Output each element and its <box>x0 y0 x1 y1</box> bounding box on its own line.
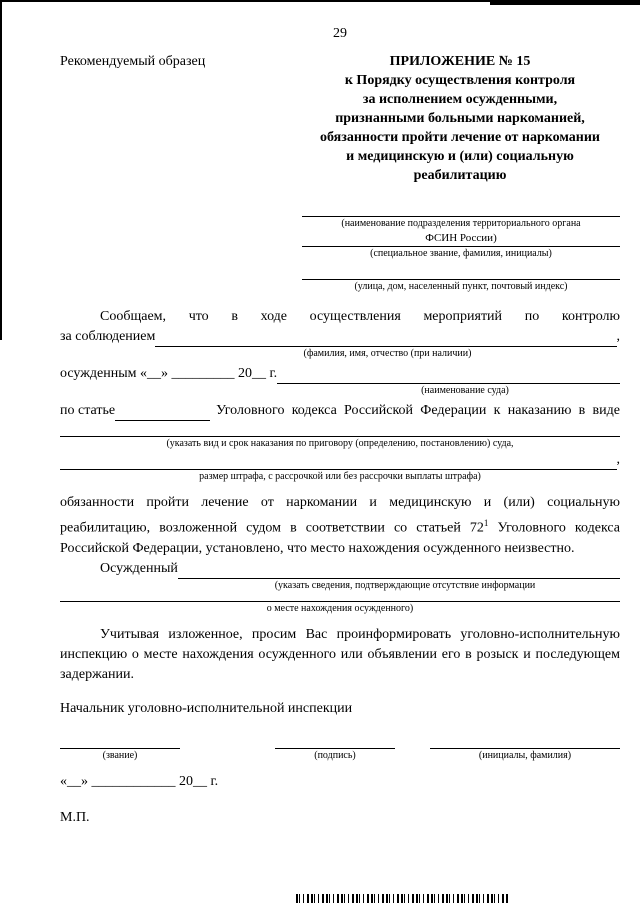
recommended-sample-label: Рекомендуемый образец <box>60 54 206 69</box>
address-caption: (улица, дом, населенный пункт, почтовый индекс) <box>354 281 568 292</box>
convicted-date-text: осужденным «__» _________ 20__ г. <box>60 366 278 381</box>
org-name-caption: (наименование подразделения территориального органа <box>341 218 581 229</box>
punishment-caption-2: размер штрафа, с рассрочкой или без рассрочки выплаты штрафа) <box>199 471 481 482</box>
scan-artifact-left-border <box>0 0 2 340</box>
article-suffix: Уголовного кодекса Российской Федерации к наказанию в виде <box>216 403 620 418</box>
court-caption: (наименование суда) <box>421 385 509 396</box>
title-line: реабилитацию <box>413 168 507 183</box>
punishment-caption-1: (указать вид и срок наказания по приговору (определению, постановлению) суда, <box>166 438 514 449</box>
appendix-title-block <box>300 52 620 185</box>
org-name-blank <box>302 201 620 217</box>
signature-column <box>275 735 395 762</box>
compliance-prefix: за соблюдением <box>60 329 156 344</box>
punishment-blank-1 <box>60 421 620 437</box>
signature-blank <box>275 735 395 749</box>
convicted-info-line <box>60 559 620 579</box>
inspection-head-label: Начальник уголовно-исполнительной инспекции <box>60 700 353 716</box>
request-paragraph: Учитывая изложенное, просим Вас проинформировать уголовно-исполнительную инспекцию о месте нахождения осужденного или объявлении его в розыск и последующем задержании. <box>60 626 620 682</box>
header-row <box>60 52 620 185</box>
title-line: за исполнением осужденными, <box>362 92 558 107</box>
report-line-1: Сообщаем, что в ходе осуществления мероприятий по контролю <box>100 309 620 324</box>
obligation-text-part2: Уголовного кодекса Российской Федерации, установлено, что место нахождения осужденного неизвестно. <box>60 520 621 556</box>
signature-caption: (подпись) <box>314 749 356 761</box>
obligation-paragraph <box>60 493 620 559</box>
comma-after-punishment-blank: , <box>616 452 620 467</box>
article-line <box>60 401 620 421</box>
title-line: ПРИЛОЖЕНИЕ № 15 <box>389 54 531 69</box>
name-blank <box>430 735 620 749</box>
info-blank-2 <box>60 592 620 602</box>
punishment-line-2 <box>60 450 620 470</box>
title-line: признанными больными наркоманией, <box>335 111 585 126</box>
convicted-date-line <box>60 364 620 384</box>
comma-after-fio-blank: , <box>616 329 620 344</box>
info-caption-1: (указать сведения, подтверждающие отсутствие информации <box>274 579 536 591</box>
article-72-superscript: 1 <box>483 518 489 528</box>
punishment-blank-2 <box>60 454 617 470</box>
date-line: «__» ____________ 20__ г. <box>60 773 219 789</box>
rank-caption: (звание) <box>102 749 138 761</box>
org-name-caption-continued: ФСИН России) <box>302 231 620 247</box>
convicted-label: Осужденный <box>100 560 178 576</box>
scan-artifact-top-right-border <box>490 0 640 5</box>
rank-blank <box>60 735 180 749</box>
article-number-blank <box>115 420 210 421</box>
name-column <box>430 735 620 762</box>
rank-name-caption: (специальное звание, фамилия, инициалы) <box>370 248 552 259</box>
rank-column <box>60 735 180 762</box>
stamp-place-label: М.П. <box>60 809 90 825</box>
info-caption-2: о месте нахождения осужденного) <box>266 602 414 614</box>
barcode <box>296 894 508 903</box>
fio-caption: (фамилия, имя, отчество (при наличии) <box>303 348 472 359</box>
title-line: и медицинскую и (или) социальную <box>346 149 574 164</box>
signature-row <box>60 735 620 762</box>
page-number: 29 <box>333 26 347 41</box>
title-line: к Порядку осуществления контроля <box>344 73 576 88</box>
address-blank <box>302 264 620 280</box>
name-caption: (инициалы, фамилия) <box>478 749 572 761</box>
report-line-2 <box>60 327 620 347</box>
title-line: обязанности пройти лечение от наркомании <box>320 130 600 145</box>
article-prefix: по статье <box>60 403 116 418</box>
obligation-text-part1: обязанности пройти лечение от наркомании и медицинскую и (или) социальную реабилитацию, возложенной судом в соответствии со статьей 72 <box>60 495 620 536</box>
addressee-block <box>302 201 620 293</box>
